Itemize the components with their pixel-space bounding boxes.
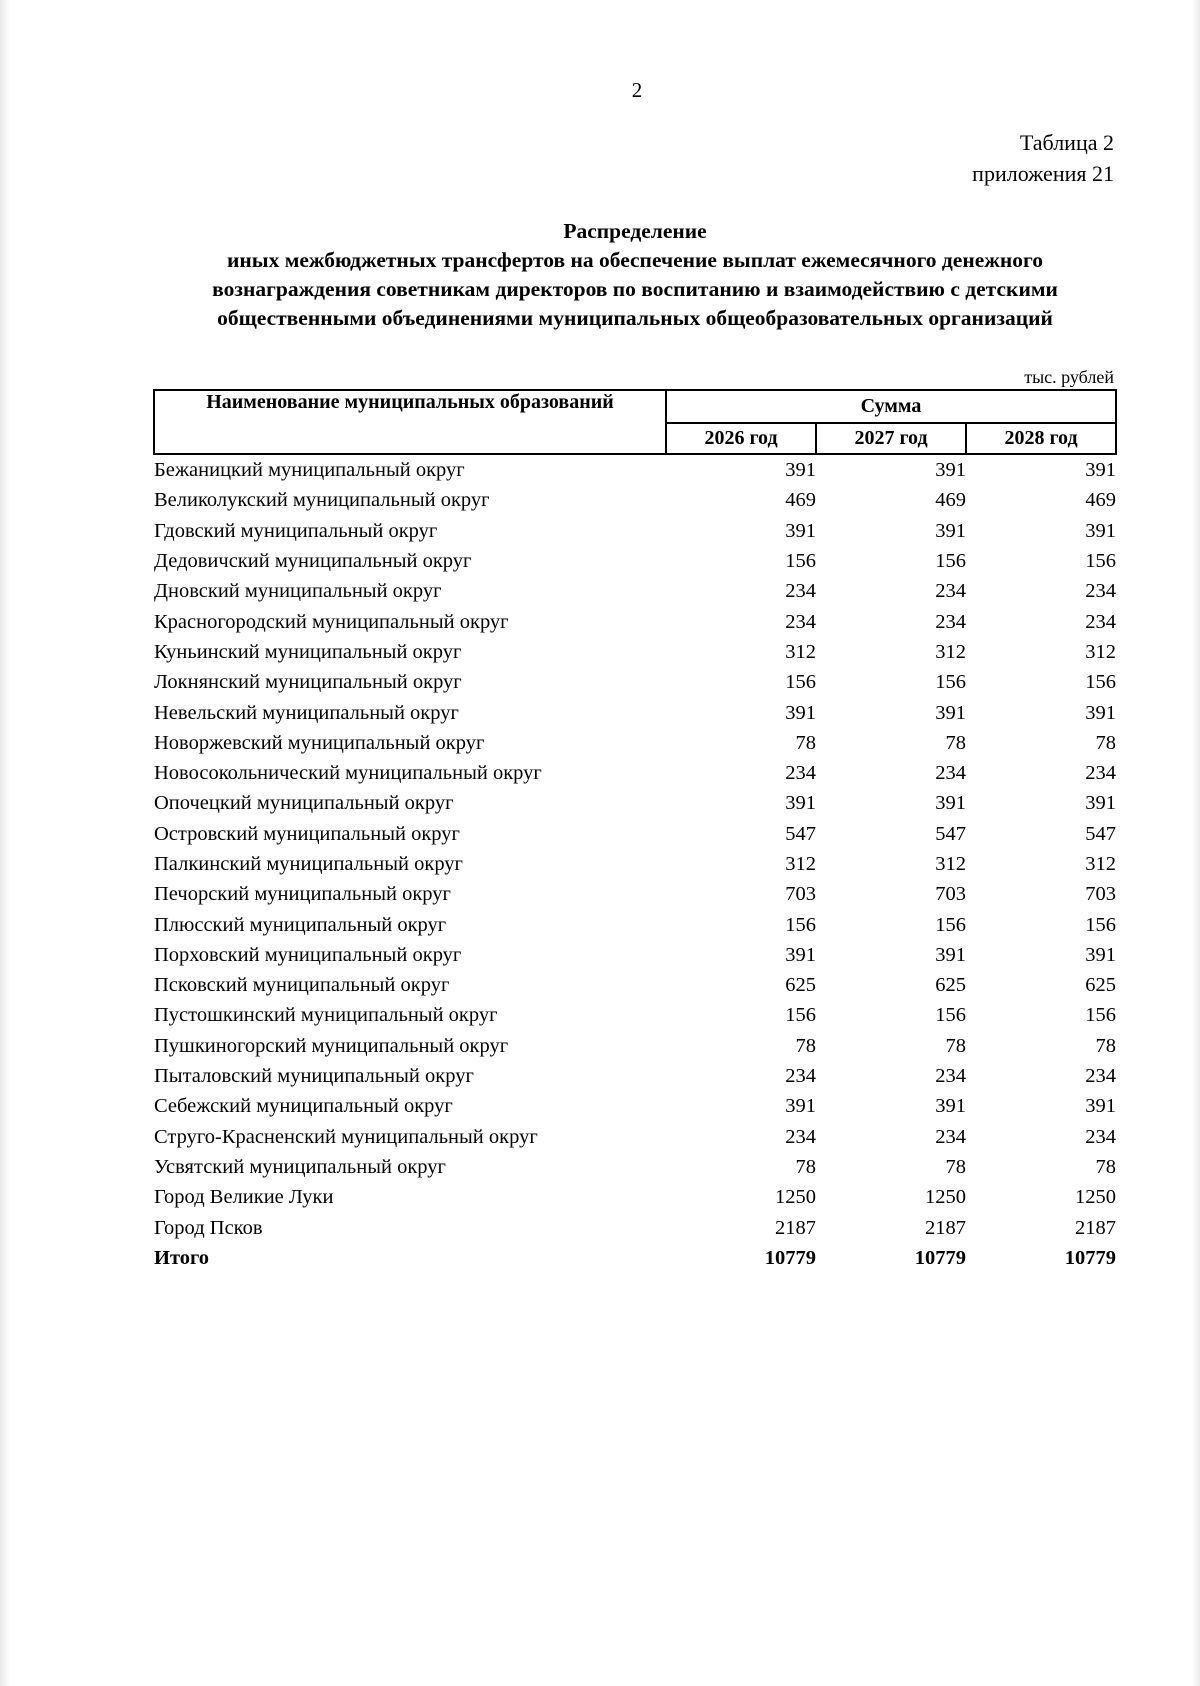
- amount-2027: 391: [935, 1095, 966, 1118]
- amount-2026: 391: [785, 459, 816, 482]
- amount-2026: 156: [785, 671, 816, 694]
- table-row: [154, 940, 1116, 970]
- amount-2026: 78: [795, 1034, 816, 1057]
- scan-edge-left: [0, 0, 10, 1686]
- amount-2026: 2187: [775, 1216, 816, 1239]
- header-municipality-name: Наименование муниципальных образований: [154, 390, 666, 454]
- amount-2026: 469: [785, 489, 816, 512]
- amount-2026: 234: [785, 580, 816, 603]
- municipality-name: Локнянский муниципальный округ: [154, 671, 462, 694]
- municipality-name: Пустошкинский муниципальный округ: [154, 1004, 498, 1027]
- table-row: [154, 1061, 1116, 1091]
- unit-label: тыс. рублей: [1024, 367, 1114, 387]
- amount-2027: 391: [935, 519, 966, 542]
- municipality-name: Новоржевский муниципальный округ: [154, 731, 485, 754]
- amount-2027: 78: [945, 1155, 966, 1178]
- amount-2027: 391: [935, 701, 966, 724]
- table-row: [154, 849, 1116, 879]
- amount-2028: 1250: [1075, 1186, 1117, 1209]
- table-reference-line-2: приложения 21: [972, 161, 1114, 186]
- table-row: [154, 576, 1116, 606]
- amount-2027: 234: [935, 580, 966, 603]
- table-row: [154, 546, 1116, 576]
- amount-2028: 234: [1085, 610, 1117, 633]
- amount-2027: 391: [935, 943, 966, 966]
- amount-2026: 78: [795, 731, 816, 754]
- municipality-name: Себежский муниципальный округ: [154, 1095, 453, 1118]
- total-row: [154, 1243, 1116, 1273]
- table-row: [154, 728, 1116, 758]
- amount-2027: 78: [945, 1034, 966, 1057]
- municipality-name: Невельский муниципальный округ: [154, 701, 459, 724]
- scan-edge-right: [1192, 0, 1200, 1686]
- municipality-name: Пыталовский муниципальный округ: [154, 1065, 474, 1088]
- municipality-name: Дновский муниципальный округ: [154, 580, 442, 603]
- title-line-3: вознаграждения советникам директоров по воспитанию и взаимодействию с детскими: [212, 277, 1058, 301]
- municipality-name: Порховский муниципальный округ: [154, 943, 462, 966]
- table-row: [154, 637, 1116, 667]
- amount-2028: 234: [1085, 580, 1117, 603]
- municipality-name: Пушкиногорский муниципальный округ: [154, 1034, 509, 1057]
- table-body: [154, 454, 1116, 1273]
- amount-2026: 156: [785, 913, 816, 936]
- amount-2026: 234: [785, 1065, 816, 1088]
- amount-2026: 547: [785, 822, 816, 845]
- header-year-2026: 2026 год: [666, 423, 816, 454]
- table-row: [154, 1091, 1116, 1121]
- municipality-name: Гдовский муниципальный округ: [154, 519, 438, 542]
- amount-2027: 234: [935, 1065, 966, 1088]
- table-row: [154, 1122, 1116, 1152]
- amount-2027: 2187: [925, 1216, 966, 1239]
- header-year-2028: 2028 год: [966, 423, 1116, 454]
- table-row: [154, 819, 1116, 849]
- amount-2028: 391: [1085, 701, 1117, 724]
- municipality-name: Дедовичский муниципальный округ: [154, 550, 472, 573]
- municipality-name: Красногородский муниципальный округ: [154, 610, 509, 633]
- amount-2028: 312: [1085, 640, 1117, 663]
- amount-2026: 156: [785, 1004, 816, 1027]
- distribution-table: [153, 389, 1117, 1273]
- total-value-2026: 10779: [764, 1246, 816, 1269]
- amount-2028: 234: [1085, 762, 1117, 785]
- amount-2027: 391: [935, 459, 966, 482]
- amount-2028: 391: [1085, 459, 1117, 482]
- amount-2027: 156: [935, 1004, 966, 1027]
- amount-2028: 2187: [1075, 1216, 1117, 1239]
- amount-2027: 156: [935, 550, 966, 573]
- amount-2028: 156: [1085, 1004, 1117, 1027]
- amount-2027: 234: [935, 1125, 966, 1148]
- table-row: [154, 909, 1116, 939]
- amount-2028: 703: [1085, 883, 1117, 906]
- amount-2028: 391: [1085, 519, 1117, 542]
- amount-2027: 703: [935, 883, 966, 906]
- amount-2026: 391: [785, 792, 816, 815]
- header-sum: Сумма: [666, 390, 1116, 423]
- table-row: [154, 1212, 1116, 1242]
- amount-2026: 391: [785, 943, 816, 966]
- table-row: [154, 1031, 1116, 1061]
- total-label: Итого: [154, 1246, 210, 1269]
- amount-2027: 156: [935, 671, 966, 694]
- municipality-name: Город Псков: [154, 1216, 263, 1239]
- amount-2028: 391: [1085, 1095, 1117, 1118]
- table-header: [154, 390, 1116, 454]
- amount-2028: 156: [1085, 550, 1117, 573]
- amount-2026: 1250: [775, 1186, 816, 1209]
- amount-2026: 156: [785, 550, 816, 573]
- municipality-name: Псковский муниципальный округ: [154, 974, 450, 997]
- amount-2027: 156: [935, 913, 966, 936]
- amount-2026: 312: [785, 640, 816, 663]
- municipality-name: Усвятский муниципальный округ: [154, 1155, 446, 1178]
- amount-2028: 78: [1095, 1155, 1117, 1178]
- table-row: [154, 788, 1116, 818]
- total-value-2027: 10779: [914, 1246, 966, 1269]
- amount-2027: 78: [945, 731, 966, 754]
- municipality-name: Куньинский муниципальный округ: [154, 640, 462, 663]
- amount-2028: 234: [1085, 1125, 1117, 1148]
- amount-2028: 78: [1095, 1034, 1117, 1057]
- table-row: [154, 1152, 1116, 1182]
- header-year-2027: 2027 год: [816, 423, 966, 454]
- amount-2027: 234: [935, 762, 966, 785]
- municipality-name: Великолукский муниципальный округ: [154, 489, 490, 512]
- title-line-4: общественными объединениями муниципальных общеобразовательных организаций: [217, 306, 1053, 330]
- amount-2028: 547: [1085, 822, 1117, 845]
- table-row: [154, 697, 1116, 727]
- amount-2028: 156: [1085, 913, 1117, 936]
- amount-2026: 78: [795, 1155, 816, 1178]
- amount-2028: 78: [1095, 731, 1117, 754]
- amount-2027: 469: [935, 489, 966, 512]
- amount-2028: 391: [1085, 792, 1117, 815]
- table-row: [154, 879, 1116, 909]
- municipality-name: Опочецкий муниципальный округ: [154, 792, 454, 815]
- table-row: [154, 454, 1116, 485]
- page-number: 2: [631, 78, 643, 102]
- table-row: [154, 1000, 1116, 1030]
- table-reference-line-1: Таблица 2: [1019, 130, 1114, 155]
- municipality-name: Островский муниципальный округ: [154, 822, 460, 845]
- amount-2027: 312: [935, 853, 966, 875]
- table-row: [154, 606, 1116, 636]
- document-title: [140, 217, 1130, 333]
- title-line-1: Распределение: [563, 219, 707, 243]
- amount-2027: 547: [935, 822, 966, 845]
- municipality-name: Плюсский муниципальный округ: [154, 913, 447, 936]
- amount-2028: 234: [1085, 1065, 1117, 1088]
- municipality-name: Палкинский муниципальный округ: [154, 853, 463, 875]
- amount-2027: 625: [935, 974, 966, 997]
- table-row: [154, 758, 1116, 788]
- amount-2027: 1250: [925, 1186, 966, 1209]
- municipality-name: Новосокольнический муниципальный округ: [154, 762, 542, 785]
- amount-2028: 312: [1085, 853, 1117, 875]
- amount-2026: 234: [785, 1125, 816, 1148]
- amount-2026: 391: [785, 519, 816, 542]
- municipality-name: Печорский муниципальный округ: [154, 883, 451, 906]
- amount-2028: 156: [1085, 671, 1117, 694]
- amount-2026: 234: [785, 762, 816, 785]
- amount-2026: 234: [785, 610, 816, 633]
- amount-2026: 391: [785, 701, 816, 724]
- amount-2028: 625: [1085, 974, 1117, 997]
- municipality-name: Бежаницкий муниципальный округ: [154, 459, 465, 482]
- amount-2026: 703: [785, 883, 816, 906]
- amount-2028: 469: [1085, 489, 1117, 512]
- total-value-2028: 10779: [1064, 1246, 1117, 1269]
- title-line-2: иных межбюджетных трансфертов на обеспечение выплат ежемесячного денежного: [227, 248, 1043, 272]
- table-row: [154, 516, 1116, 546]
- table-reference: [972, 127, 1114, 189]
- amount-2026: 391: [785, 1095, 816, 1118]
- table-row: [154, 970, 1116, 1000]
- municipality-name: Город Великие Луки: [154, 1186, 334, 1209]
- table-row: [154, 1182, 1116, 1212]
- amount-2027: 391: [935, 792, 966, 815]
- amount-2026: 625: [785, 974, 816, 997]
- amount-2028: 391: [1085, 943, 1117, 966]
- amount-2027: 234: [935, 610, 966, 633]
- amount-2026: 312: [785, 853, 816, 875]
- amount-2027: 312: [935, 640, 966, 663]
- municipality-name: Струго-Красненский муниципальный округ: [154, 1125, 538, 1148]
- table-row: [154, 667, 1116, 697]
- table-row: [154, 485, 1116, 515]
